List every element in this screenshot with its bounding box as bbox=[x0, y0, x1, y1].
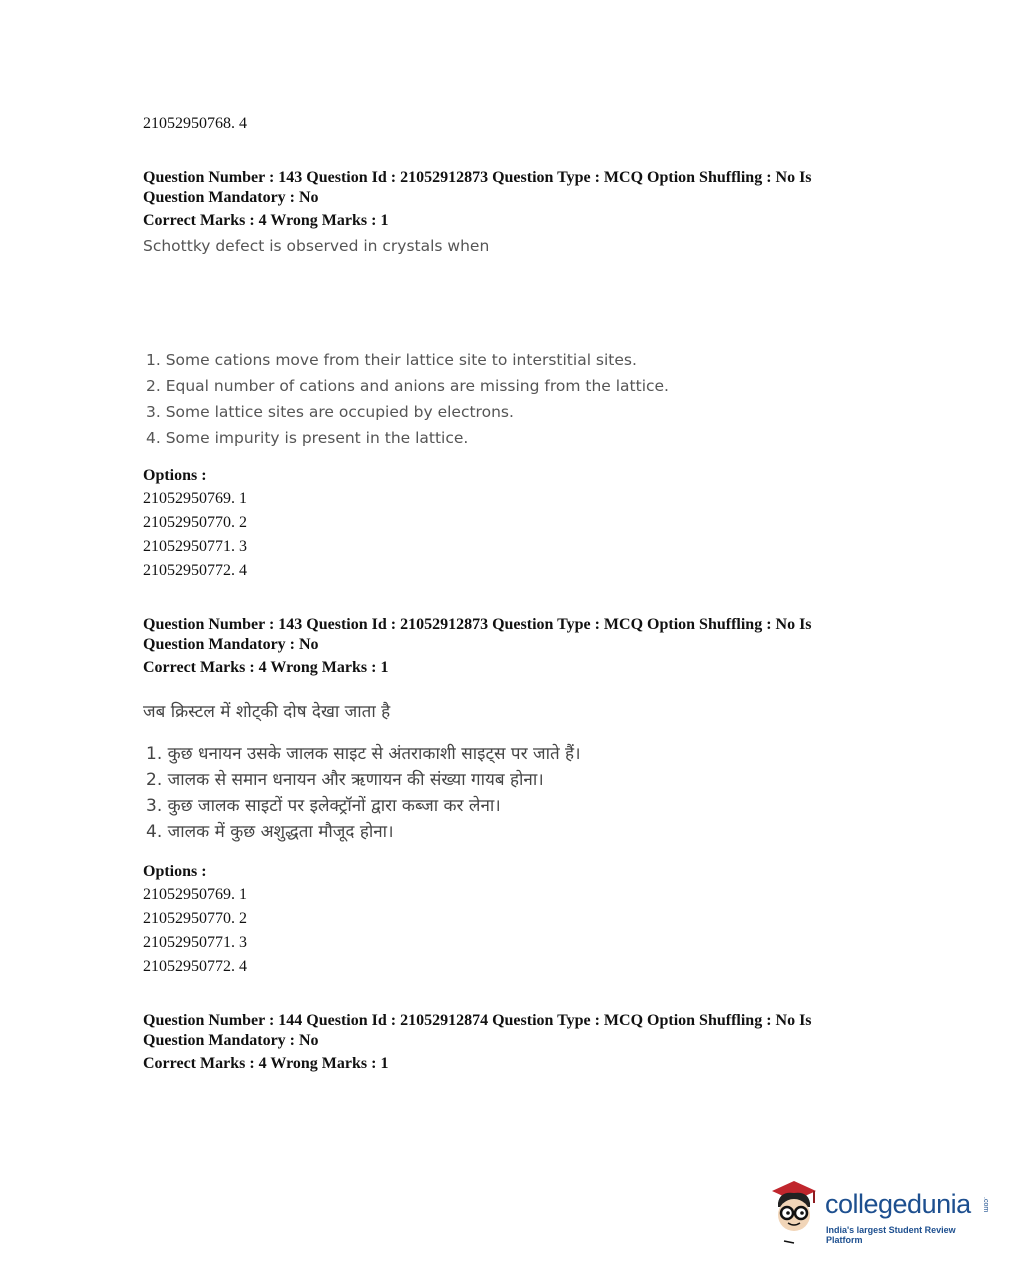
option-item: 21052950771. 3 bbox=[143, 538, 247, 555]
choice-item: 2. Equal number of cations and anions are missing from the lattice. bbox=[146, 377, 669, 395]
choice-item: 3. कुछ जालक साइटों पर इलेक्ट्रॉनों द्वारा कब्जा कर लेना। bbox=[146, 796, 501, 816]
question-text: जब क्रिस्टल में शोट्की दोष देखा जाता है bbox=[143, 702, 391, 722]
option-item: 21052950770. 2 bbox=[143, 910, 247, 927]
option-item: 21052950772. 4 bbox=[143, 958, 247, 975]
choice-item: 1. Some cations move from their lattice site to interstitial sites. bbox=[146, 351, 637, 369]
options-list bbox=[143, 487, 247, 583]
choice-item: 2. जालक से समान धनायन और ऋणायन की संख्या गायब होना। bbox=[146, 770, 544, 790]
options-list bbox=[143, 883, 247, 979]
logo-wordmark: collegedunia bbox=[825, 1189, 971, 1219]
question-text: Schottky defect is observed in crystals when bbox=[143, 237, 490, 255]
options-label: Options : bbox=[143, 863, 207, 880]
choice-list bbox=[146, 347, 669, 451]
option-item: 21052950770. 2 bbox=[143, 514, 247, 531]
question-mandatory: Question Mandatory : No bbox=[143, 1032, 319, 1049]
question-marks: Correct Marks : 4 Wrong Marks : 1 bbox=[143, 1055, 389, 1072]
question-header: Question Number : 144 Question Id : 21052912874 Question Type : MCQ Option Shuffling : No Is bbox=[143, 1012, 812, 1029]
logo-dotcom: .com bbox=[982, 1197, 989, 1213]
logo-tagline: India's largest Student Review Platform bbox=[826, 1225, 956, 1245]
collegedunia-logo bbox=[764, 1175, 994, 1245]
choice-item: 3. Some lattice sites are occupied by electrons. bbox=[146, 403, 514, 421]
student-mascot-icon bbox=[764, 1175, 824, 1245]
choice-item: 4. Some impurity is present in the lattice. bbox=[146, 429, 469, 447]
option-item: 21052950772. 4 bbox=[143, 562, 247, 579]
question-header: Question Number : 143 Question Id : 21052912873 Question Type : MCQ Option Shuffling : No Is bbox=[143, 616, 812, 633]
question-marks: Correct Marks : 4 Wrong Marks : 1 bbox=[143, 659, 389, 676]
option-item: 21052950771. 3 bbox=[143, 934, 247, 951]
option-item: 21052950769. 1 bbox=[143, 886, 247, 903]
option-item: 21052950769. 1 bbox=[143, 490, 247, 507]
choice-item: 4. जालक में कुछ अशुद्धता मौजूद होना। bbox=[146, 822, 394, 842]
choice-list bbox=[146, 741, 581, 845]
question-mandatory: Question Mandatory : No bbox=[143, 636, 319, 653]
option-line: 21052950768. 4 bbox=[143, 115, 247, 132]
options-label: Options : bbox=[143, 467, 207, 484]
question-header: Question Number : 143 Question Id : 21052912873 Question Type : MCQ Option Shuffling : No Is bbox=[143, 169, 812, 186]
choice-item: 1. कुछ धनायन उसके जालक साइट से अंतराकाशी साइट्स पर जाते हैं। bbox=[146, 744, 581, 764]
question-mandatory: Question Mandatory : No bbox=[143, 189, 319, 206]
question-marks: Correct Marks : 4 Wrong Marks : 1 bbox=[143, 212, 389, 229]
